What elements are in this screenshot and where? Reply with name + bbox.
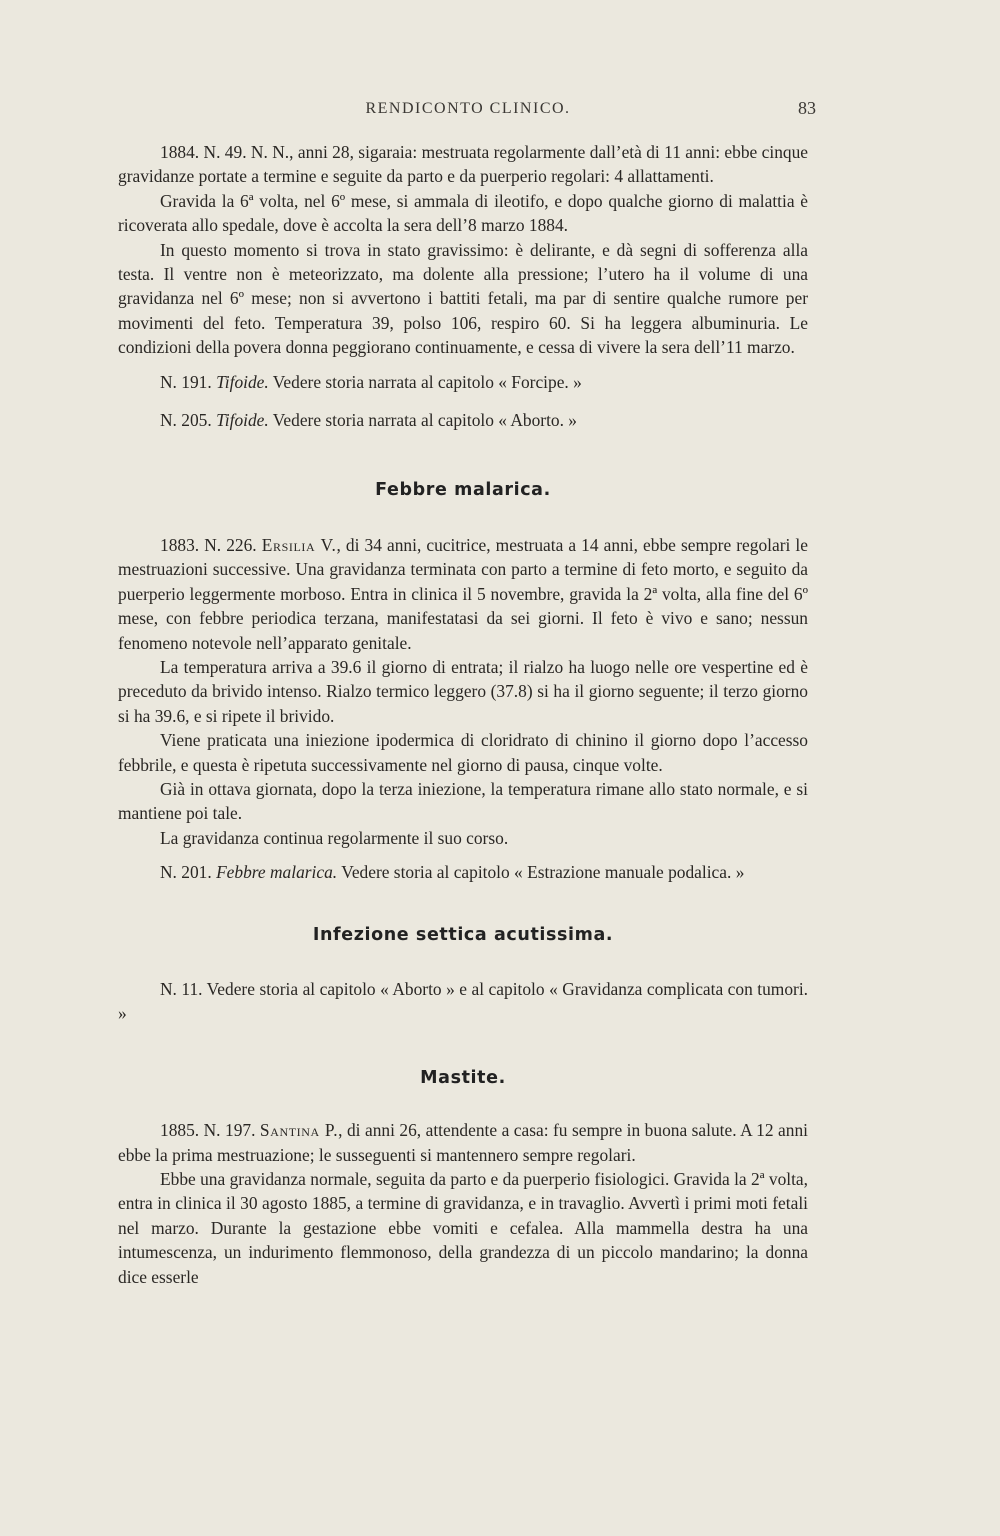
- reference-191: [118, 370, 808, 394]
- running-title: RENDICONTO CLINICO.: [365, 100, 571, 117]
- case-1883-paragraph-3: Viene praticata una iniezione ipodermica di cloridrato di chinino il giorno dopo l’accesso febbrile, e questa è ripetuta successivamente nel giorno di pausa, cinque volte.: [118, 730, 808, 775]
- case-1885-name: Santina P.: [259, 1120, 339, 1141]
- reference-191-title: Tifoide.: [216, 371, 269, 392]
- case-1883-paragraph-2: La temperatura arriva a 39.6 il giorno di entrata; il rialzo ha luogo nelle ore vespertine ed è preceduto da brivido intenso. Rialzo termico leggero (37.8) si ha il giorno seguente; il terzo giorno si ha 39.6, e si ripete il brivido.: [118, 656, 808, 726]
- heading-febbre-malarica: Febbre malarica.: [375, 480, 551, 501]
- reference-205-text: Vedere storia narrata al capitolo « Aborto. »: [272, 410, 578, 431]
- case-1884-paragraph: 1884. N. 49. N. N., anni 28, sigaraia: mestruata regolarmente dall’età di 11 anni: ebbe cinque gravidanze portate a termine e seguite da parto e da puerperio regolari: 4 allattamenti.: [118, 142, 808, 187]
- case-1883-text: , di 34 anni, cucitrice, mestruata a 14 anni, ebbe sempre regolari le mestruazioni successive. Una gravidanza terminata con parto a termine di feto morto, e seguito da puerperio leggermente morboso. Entra in clinica il 5 novembre, gravida la 2ª volta, alla fine del 6º mese, con febbre periodica terzana, manifestatasi da sei giorni. Il feto è vivo e sano; nessun fenomeno notevole nell’apparato genitale.: [118, 534, 808, 653]
- reference-191-number: N. 191.: [160, 371, 212, 392]
- case-1885-paragraph-2: Ebbe una gravidanza normale, seguita da parto e da puerperio fisiologici. Gravida la 2ª volta, entra in clinica il 30 agosto 1885, a termine di gravidanza, e in travaglio. Avvertì i primi moti fetali nel marzo. Durante la gestazione ebbe vomiti e cefalea. Alla mammella destra ha una intumescenza, un indurimento flemmonoso, della grandezza di un piccolo mandarino; la donna dice esserle: [118, 1169, 808, 1287]
- page-number: 83: [798, 98, 816, 118]
- heading-mastite: Mastite.: [420, 1067, 506, 1088]
- case-1885-prefix: 1885. N. 197.: [160, 1120, 256, 1141]
- case-1883-prefix: 1883. N. 226.: [160, 534, 257, 555]
- reference-201: [118, 860, 808, 884]
- case-1883-paragraph: [118, 533, 808, 655]
- reference-201-number: N. 201.: [160, 862, 212, 883]
- reference-205: [118, 408, 808, 432]
- case-1885-paragraph: [118, 1118, 808, 1167]
- case-1884-paragraph-2: Gravida la 6ª volta, nel 6º mese, si ammala di ileotifo, e dopo qualche giorno di malattia è ricoverata allo spedale, dove è accolta la sera dell’8 marzo 1884.: [118, 190, 808, 236]
- heading-infezione-settica: Infezione settica acutissima.: [312, 924, 614, 945]
- reference-201-text: Vedere storia al capitolo « Estrazione manuale podalica. »: [341, 862, 745, 883]
- case-1885-text: , di anni 26, attendente a casa: fu sempre in buona salute. A 12 anni ebbe la prima mestruazione; le susseguenti si mantennero sempre regolari.: [118, 1120, 808, 1165]
- page-header: [118, 100, 818, 126]
- case-1883-paragraph-4: Già in ottava giornata, dopo la terza iniezione, la temperatura rimane allo stato normale, e si mantiene poi tale.: [118, 778, 808, 824]
- case-1884-paragraph-3: In questo momento si trova in stato gravissimo: è delirante, e dà segni di sofferenza alla testa. Il ventre non è meteorizzato, ma dolente alla pressione; l’utero ha il volume di una gravidanza nel 6º mese; non si avvertono i battiti fetali, ma par di sentire qualche rumore per movimenti del feto. Temperatura 39, polso 106, respiro 60. Si ha leggera albuminuria. Le condizioni della povera donna peggiorano continuamente, e cessa di vivere la sera dell’11 marzo.: [118, 239, 808, 358]
- case-1883-name: Ersilia V.: [261, 534, 337, 555]
- reference-205-number: N. 205.: [160, 410, 212, 431]
- case-1883-paragraph-5: La gravidanza continua regolarmente il suo corso.: [160, 827, 509, 848]
- reference-191-text: Vedere storia narrata al capitolo « Forcipe. »: [272, 371, 582, 392]
- reference-11: N. 11. Vedere storia al capitolo « Aborto » e al capitolo « Gravidanza complicata con tumori. »: [118, 978, 808, 1024]
- page-body: [118, 140, 808, 1289]
- reference-201-title: Febbre malarica.: [216, 862, 338, 883]
- reference-205-title: Tifoide.: [216, 410, 269, 431]
